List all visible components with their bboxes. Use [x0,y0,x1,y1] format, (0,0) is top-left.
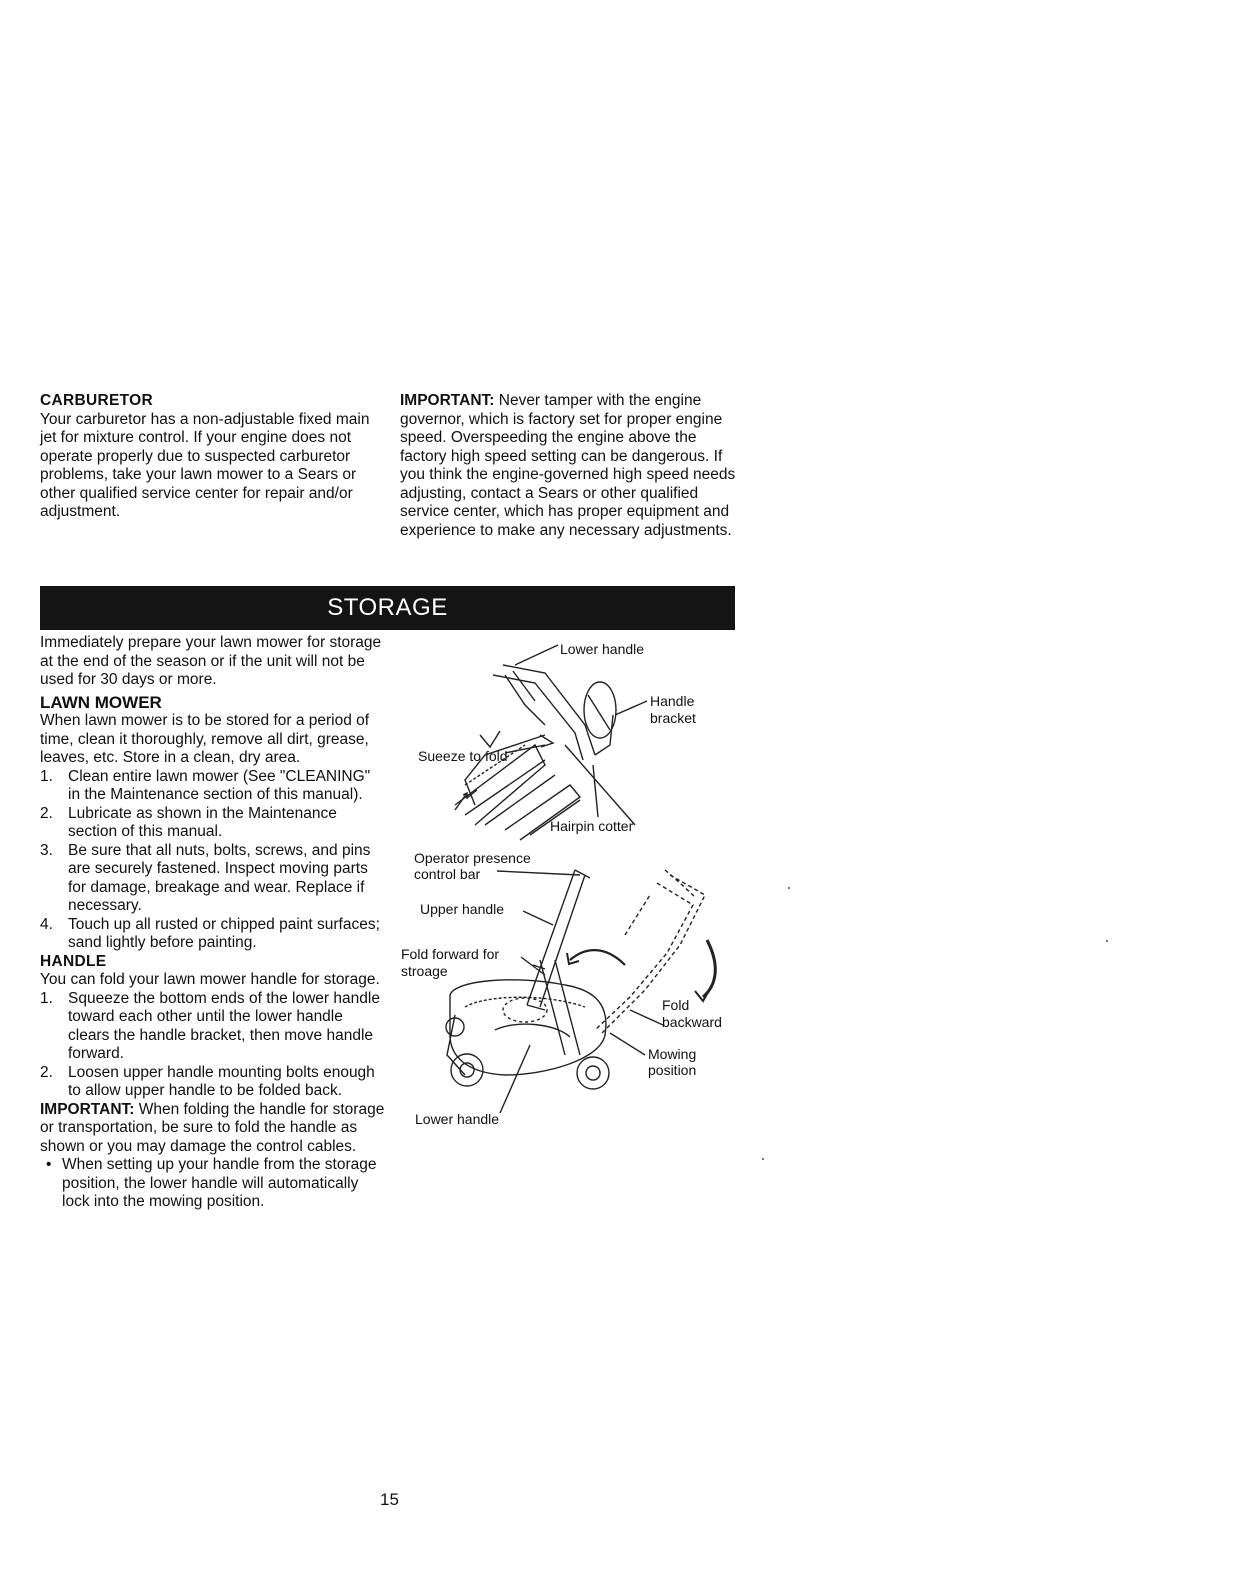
handle-mowing-position [600,875,705,1035]
list-item [40,768,385,805]
list-item [40,916,385,953]
label-lower-handle-top: Lower handle [560,641,645,657]
label-handle-bracket-2: bracket [650,710,696,726]
carburetor-body: Your carburetor has a non-adjustable fixed main jet for mixture control. If your engine does not operate properly due to suspected carburetor problems, take your lawn mower to a Sears or other qualified service center for repair and/or adjustment. [40,410,370,520]
leader-lower-handle-top [515,645,558,665]
leader-mowing [610,1033,645,1055]
label-fold-forward-1: Fold forward for [401,946,500,962]
list-item [40,1156,385,1212]
lawn-mower-intro: When lawn mower is to be stored for a period of time, clean it thoroughly, remove all dirt, grease, leaves, etc. Store in a clean, dry area. [40,712,370,766]
label-hairpin-cotter: Hairpin cotter [550,818,634,834]
label-mowing-1: Mowing [648,1046,697,1062]
lawn-mower-heading: LAWN MOWER [40,692,162,712]
storage-banner: STORAGE [40,586,735,630]
leader-hairpin [593,765,598,817]
bullet-text: When setting up your handle from the storage position, the lower handle will automatically lock into the mowing position. [62,1156,377,1210]
governor-important-note [400,392,740,540]
governor-note-paragraph [400,392,740,540]
handle-important-paragraph [40,1101,385,1157]
leader-fold-backward [630,1010,663,1025]
step-text: Touch up all rusted or chipped paint surfaces; sand lightly before painting. [68,915,380,951]
scan-speck [788,887,790,889]
step-number: 2. [40,1063,53,1081]
label-operator-2: control bar [414,866,481,882]
front-wheel [577,1057,609,1089]
step-number: 3. [40,841,53,859]
scan-speck [762,1158,764,1160]
step-number: 1. [40,767,53,785]
handle-fold-diagram [395,635,740,1135]
list-item [40,842,385,916]
step-text: Loosen upper handle mounting bolts enough to allow upper handle to be folded back. [68,1063,375,1099]
handle-intro: You can fold your lawn mower handle for storage. [40,971,380,988]
upper-handle-folded [527,870,575,1005]
label-handle-bracket-1: Handle [650,693,695,709]
handle-steps [40,990,385,1101]
step-number: 4. [40,915,53,933]
step-text: Lubricate as shown in the Maintenance section of this manual. [68,804,337,840]
step-text: Squeeze the bottom ends of the lower handle toward each other until the lower handle clears the handle bracket, then move handle forward. [68,989,380,1062]
storage-intro: Immediately prepare your lawn mower for storage at the end of the season or if the unit will not be used for 30 days or more. [40,634,382,688]
leader-handle-bracket [615,701,647,715]
important-label: IMPORTANT: [40,1100,135,1118]
carburetor-heading: CARBURETOR [40,392,153,409]
list-item [40,1064,385,1101]
step-text: Be sure that all nuts, bolts, screws, and pins are securely fastened. Inspect moving parts for damage, breakage and wear. Replace if necessary. [68,841,371,914]
step-number: 1. [40,989,53,1007]
label-squeeze-to-fold: Sueeze to fold [418,748,508,764]
label-upper-handle: Upper handle [420,901,505,917]
lawn-mower-steps [40,768,385,953]
list-item [40,805,385,842]
step-text: Clean entire lawn mower (See "CLEANING" in the Maintenance section of this manual). [68,767,371,803]
label-fold-forward-2: stroage [401,963,448,979]
important-label: IMPORTANT: [400,392,495,409]
list-item [40,990,385,1064]
label-lower-handle-bottom: Lower handle [415,1111,500,1127]
carburetor-section [40,392,385,522]
leader-lower-handle-bottom [500,1045,530,1113]
scan-speck [1106,940,1108,942]
fold-forward-arrow [570,950,625,965]
leader-upper-handle [523,911,553,925]
handle-bullets [40,1156,385,1212]
label-mowing-2: position [648,1062,697,1078]
governor-note-text: Never tamper with the engine governor, which is factory set for proper engine speed. Overspeeding the engine above the factory high speed setting can be dangerous. If you think the engine-governed high speed needs adjusting, contact a Sears or other qualified service center, which has proper equipment and experience to make any necessary adjustments. [400,392,736,539]
label-operator-1: Operator presence [414,850,531,866]
storage-instructions [40,634,385,1212]
leader-operator-bar [497,871,580,875]
step-number: 2. [40,804,53,822]
bullet-icon: • [46,1156,52,1173]
label-fold-backward-1: Fold [662,997,690,1013]
handle-heading: HANDLE [40,952,107,970]
page-number: 15 [380,1490,399,1509]
handle-important-text: When folding the handle for storage or transportation, be sure to fold the handle as shown or you may damage the control cables. [40,1100,385,1155]
label-fold-backward-2: backward [662,1014,722,1030]
handle-bracket-detail [455,645,647,840]
